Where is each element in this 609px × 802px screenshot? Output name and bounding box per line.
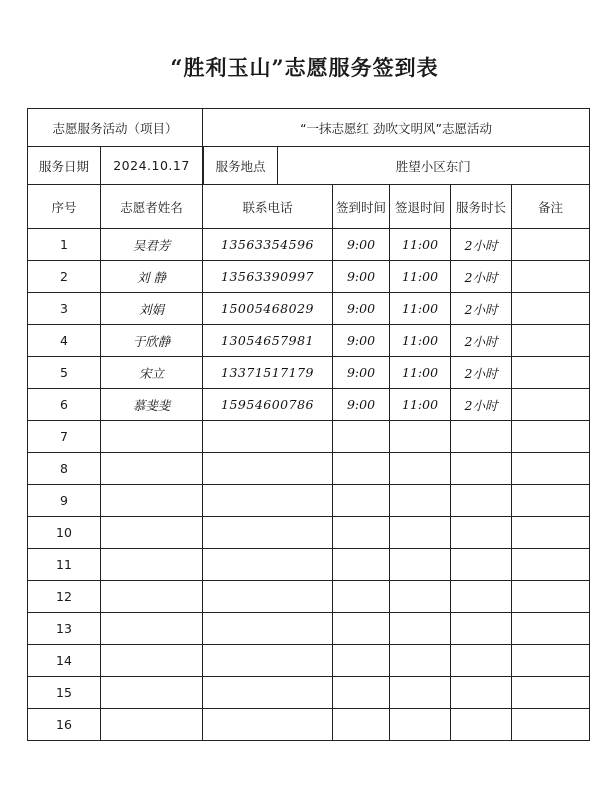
note-cell: [512, 485, 590, 517]
service-hours-cell: [451, 613, 512, 645]
row-number-cell: 4: [28, 325, 101, 357]
note-cell: [512, 293, 590, 325]
volunteer-name-cell: [101, 549, 203, 581]
checkout-time-cell: 11:00: [390, 357, 451, 389]
checkin-time-cell: [333, 517, 390, 549]
note-cell: [512, 453, 590, 485]
row-number-cell: 1: [28, 229, 101, 261]
service-hours-cell: [451, 677, 512, 709]
row-number-cell: 14: [28, 645, 101, 677]
col-header-checkin: 签到时间: [333, 185, 390, 229]
volunteer-name-cell: [101, 645, 203, 677]
checkin-time-cell: 9:00: [333, 261, 390, 293]
checkin-time-cell: [333, 645, 390, 677]
checkin-time-cell: [333, 581, 390, 613]
date-value: 2024.10.17: [101, 147, 203, 185]
service-hours-cell: [451, 645, 512, 677]
table-row: [28, 549, 590, 581]
phone-cell: 13371517179: [203, 357, 333, 389]
phone-cell: 15954600786: [203, 389, 333, 421]
volunteer-name-cell: [101, 485, 203, 517]
col-header-no: 序号: [28, 185, 101, 229]
note-cell: [512, 613, 590, 645]
row-number-cell: 2: [28, 261, 101, 293]
row-number-cell: 6: [28, 389, 101, 421]
note-cell: [512, 581, 590, 613]
col-header-checkout: 签退时间: [390, 185, 451, 229]
table-row: [28, 645, 590, 677]
row-number-cell: 10: [28, 517, 101, 549]
checkout-time-cell: [390, 613, 451, 645]
note-cell: [512, 709, 590, 741]
row-number-cell: 5: [28, 357, 101, 389]
page-title: “胜利玉山”志愿服务签到表: [170, 55, 439, 80]
service-hours-cell: [451, 485, 512, 517]
table-row: [28, 581, 590, 613]
service-hours-cell: [451, 453, 512, 485]
note-cell: [512, 325, 590, 357]
checkout-time-cell: [390, 581, 451, 613]
phone-cell: [203, 709, 333, 741]
volunteer-name-cell: 吴君芳: [101, 229, 203, 261]
table-row: [28, 613, 590, 645]
table-row: [28, 421, 590, 453]
phone-cell: 15005468029: [203, 293, 333, 325]
row-number-cell: 7: [28, 421, 101, 453]
checkout-time-cell: 11:00: [390, 293, 451, 325]
activity-value: “一抹志愿红 劲吹文明风”志愿活动: [203, 109, 590, 147]
table-row: [28, 677, 590, 709]
row-number-cell: 3: [28, 293, 101, 325]
location-group: [203, 147, 590, 185]
activity-label: 志愿服务活动（项目）: [28, 109, 203, 147]
column-header-row: [28, 185, 590, 229]
table-row: [28, 229, 590, 261]
checkout-time-cell: 11:00: [390, 261, 451, 293]
date-label: 服务日期: [28, 147, 101, 185]
phone-cell: [203, 485, 333, 517]
note-cell: [512, 357, 590, 389]
note-cell: [512, 517, 590, 549]
row-number-cell: 12: [28, 581, 101, 613]
volunteer-name-cell: 于欣静: [101, 325, 203, 357]
checkin-time-cell: [333, 421, 390, 453]
table-row: [28, 325, 590, 357]
service-hours-cell: 2小时: [451, 261, 512, 293]
volunteer-name-cell: [101, 709, 203, 741]
checkin-time-cell: 9:00: [333, 293, 390, 325]
service-hours-cell: [451, 549, 512, 581]
checkout-time-cell: [390, 709, 451, 741]
table-row: [28, 357, 590, 389]
checkin-time-cell: [333, 677, 390, 709]
volunteer-name-cell: 宋立: [101, 357, 203, 389]
checkout-time-cell: [390, 645, 451, 677]
checkout-time-cell: 11:00: [390, 229, 451, 261]
note-cell: [512, 421, 590, 453]
phone-cell: 13563354596: [203, 229, 333, 261]
volunteer-name-cell: [101, 421, 203, 453]
phone-cell: [203, 581, 333, 613]
phone-cell: [203, 517, 333, 549]
phone-cell: [203, 677, 333, 709]
table-row: [28, 389, 590, 421]
phone-cell: [203, 453, 333, 485]
volunteer-name-cell: 慕斐斐: [101, 389, 203, 421]
location-label: 服务地点: [204, 147, 278, 184]
phone-cell: [203, 645, 333, 677]
col-header-name: 志愿者姓名: [101, 185, 203, 229]
service-hours-cell: 2小时: [451, 293, 512, 325]
checkin-time-cell: 9:00: [333, 229, 390, 261]
checkout-time-cell: 11:00: [390, 325, 451, 357]
volunteer-name-cell: 刘 静: [101, 261, 203, 293]
row-number-cell: 13: [28, 613, 101, 645]
checkout-time-cell: [390, 677, 451, 709]
service-hours-cell: 2小时: [451, 325, 512, 357]
volunteer-name-cell: [101, 453, 203, 485]
checkin-time-cell: [333, 709, 390, 741]
phone-cell: [203, 549, 333, 581]
row-number-cell: 15: [28, 677, 101, 709]
checkin-time-cell: 9:00: [333, 325, 390, 357]
service-hours-cell: [451, 581, 512, 613]
table-row: [28, 709, 590, 741]
checkin-time-cell: [333, 453, 390, 485]
phone-cell: [203, 613, 333, 645]
service-hours-cell: 2小时: [451, 389, 512, 421]
checkout-time-cell: [390, 421, 451, 453]
col-header-phone: 联系电话: [203, 185, 333, 229]
row-number-cell: 11: [28, 549, 101, 581]
volunteer-name-cell: 刘娟: [101, 293, 203, 325]
service-hours-cell: 2小时: [451, 357, 512, 389]
checkout-time-cell: 11:00: [390, 389, 451, 421]
service-hours-cell: 2小时: [451, 229, 512, 261]
volunteer-name-cell: [101, 613, 203, 645]
note-cell: [512, 389, 590, 421]
table-row: [28, 293, 590, 325]
table-row: [28, 485, 590, 517]
note-cell: [512, 677, 590, 709]
signin-table: [27, 108, 590, 741]
service-hours-cell: [451, 421, 512, 453]
phone-cell: 13054657981: [203, 325, 333, 357]
service-info-row: [28, 147, 590, 185]
checkout-time-cell: [390, 549, 451, 581]
checkin-time-cell: [333, 485, 390, 517]
checkin-time-cell: 9:00: [333, 357, 390, 389]
phone-cell: 13563390997: [203, 261, 333, 293]
checkout-time-cell: [390, 485, 451, 517]
service-hours-cell: [451, 517, 512, 549]
checkin-time-cell: [333, 549, 390, 581]
checkout-time-cell: [390, 453, 451, 485]
volunteer-name-cell: [101, 581, 203, 613]
row-number-cell: 16: [28, 709, 101, 741]
col-header-note: 备注: [512, 185, 590, 229]
row-number-cell: 8: [28, 453, 101, 485]
location-value: 胜望小区东门: [278, 147, 590, 184]
table-row: [28, 517, 590, 549]
note-cell: [512, 261, 590, 293]
row-number-cell: 9: [28, 485, 101, 517]
volunteer-name-cell: [101, 677, 203, 709]
table-row: [28, 261, 590, 293]
note-cell: [512, 229, 590, 261]
table-row: [28, 453, 590, 485]
checkout-time-cell: [390, 517, 451, 549]
phone-cell: [203, 421, 333, 453]
col-header-hours: 服务时长: [451, 185, 512, 229]
checkin-time-cell: 9:00: [333, 389, 390, 421]
activity-row: [28, 109, 590, 147]
note-cell: [512, 549, 590, 581]
note-cell: [512, 645, 590, 677]
service-hours-cell: [451, 709, 512, 741]
volunteer-name-cell: [101, 517, 203, 549]
checkin-time-cell: [333, 613, 390, 645]
